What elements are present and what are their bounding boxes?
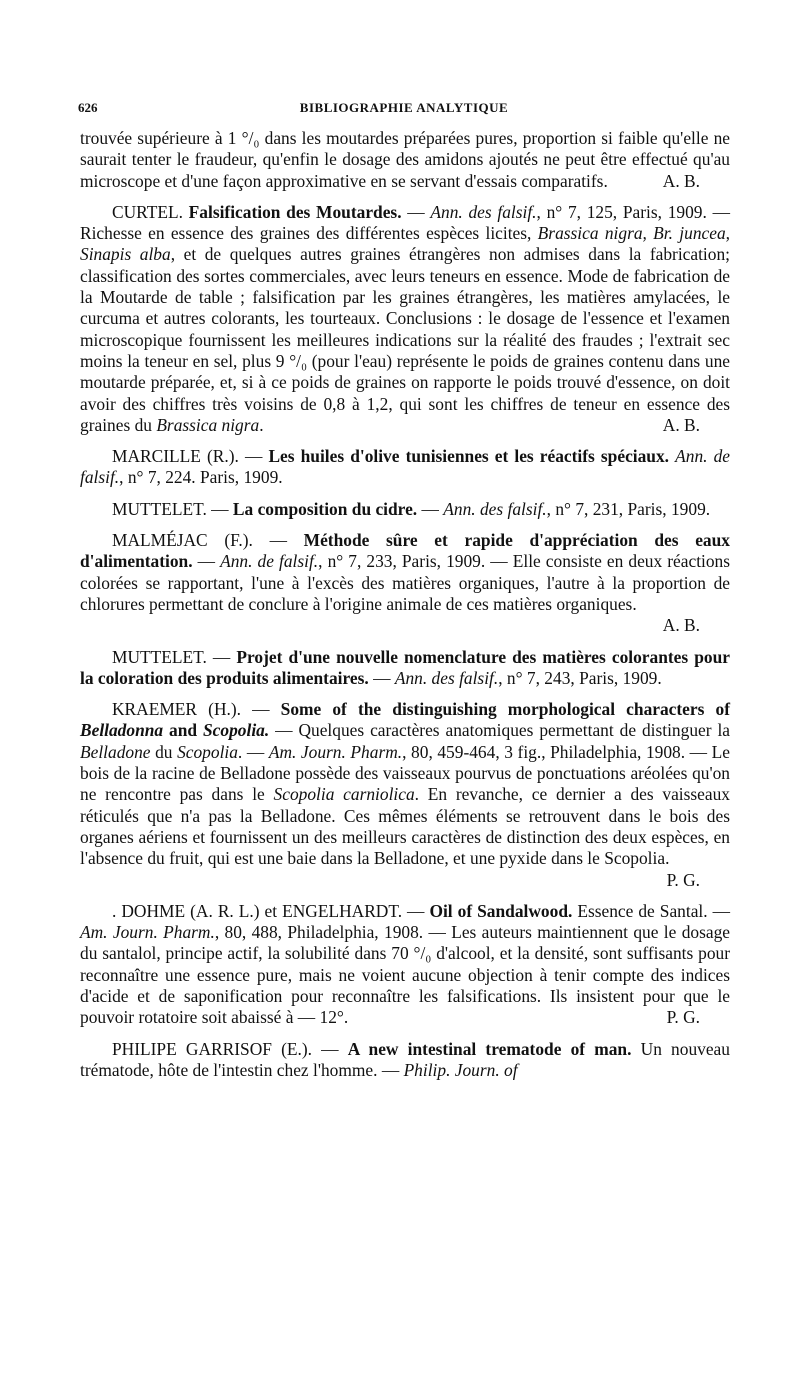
entry-author: MUTTELET. — [112, 646, 207, 667]
page-number: 626 — [78, 100, 98, 115]
entry-journal: Ann. des falsif. — [443, 498, 547, 519]
entry-journal: Am. Journ. Pharm. — [80, 922, 215, 943]
entry-citation: , 80, 459-464, 3 fig., Philadelphia, 1908. — [402, 741, 686, 762]
separator: — — [238, 446, 269, 467]
entry-dohme — [80, 901, 730, 1029]
entry-title: Oil of Sandalwood. — [429, 900, 573, 921]
entry-title-species: Belladonna — [80, 720, 164, 741]
entry-citation: , n° 7, 231, Paris, 1909. — [546, 498, 711, 519]
entry-title: Falsification des Moutardes. — [188, 201, 402, 222]
continuation-entry — [80, 128, 730, 192]
separator: — — [401, 201, 431, 222]
signature: A. B. — [662, 615, 700, 636]
separator: — — [206, 646, 237, 667]
entry-title: and — [163, 720, 204, 741]
entry-body: . — [259, 414, 264, 435]
entry-body: — Elle consiste en deux réactions colorées se rapportant, l'une à l'excès des matières organiques, l'autre à la proportion de chlorures permettant de conclure à l'origine animale de ces matières organiques. — [80, 551, 731, 614]
separator: — — [192, 551, 221, 572]
signature: A. B. — [662, 170, 700, 191]
separator: — — [252, 530, 304, 551]
entry-body: . — — [237, 741, 269, 762]
separator: — — [241, 699, 281, 720]
entry-body: , et de quelques autres graines étrangères non admises dans la fabrication; classification des sortes commerciales, avec leurs teneurs en essence. Mode de fabrication de la Moutarde de table ; falsification par les graines étrangères, les matières amylacées, le curcuma et autres colorants, les tourteaux. Conclusions : le dosage de l'essence et l'examen microscopique fournissent les meilleures indications sur la réalité des fraudes ; l'extrait sec moins la teneur en sel, plus 9 °/₀ (pour l'eau) représente le poids de graines contenu dans une moutarde préparée, et, si à ce poids de graines on rapporte le poids trouvé d'essence, on doit avoir des chiffres très voisins de 0,8 à 1,2, qui sont les chiffres de teneur en essence des graines du — [80, 244, 730, 435]
entry-body: Un nouveau trématode, hôte de l'intestin chez l'homme. — — [80, 1038, 730, 1080]
entry-citation: , n° 7, 233, Paris, 1909. — [318, 551, 486, 572]
entry-body: — Le bois de la racine de Belladone possède des vaisseaux pourvus de ponctuations aréolées qu'on ne rencontre pas dans le — [80, 741, 730, 805]
entry-body: Essence de Santal. — — [572, 900, 730, 921]
entry-journal: Ann. de falsif. — [80, 446, 730, 488]
species-names: Brassica nigra, Br. juncea, Sinapis alba — [80, 223, 730, 265]
page-body — [80, 128, 730, 1091]
entry-muttelet-cidre — [80, 499, 730, 520]
entry-journal: Am. Journ. Pharm. — [268, 741, 403, 762]
entry-citation: , n° 7, 224. Paris, 1909. — [119, 467, 283, 488]
species-name: Scopolia — [177, 741, 238, 762]
entry-title: Projet d'une nouvelle nomenclature des matières colorantes pour la coloration des produits alimentaires. — [80, 646, 730, 688]
entry-prefix: . — [112, 900, 122, 921]
entry-kraemer — [80, 699, 730, 891]
signature: A. B. — [662, 414, 700, 435]
species-name: Scopolia carniolica — [273, 784, 415, 805]
entry-body: — Richesse en essence des graines des différentes espèces licites, — [80, 201, 730, 244]
entry-title: Some of the distinguishing morphological characters of — [280, 699, 731, 720]
entry-author: CURTEL. — [112, 201, 183, 222]
entry-journal: Ann. de falsif. — [220, 551, 319, 572]
entry-marcille — [80, 446, 730, 489]
separator: — — [312, 1038, 348, 1059]
separator: — — [368, 667, 395, 688]
entry-body: — Quelques caractères anatomiques permettant de distinguer la — [269, 720, 731, 741]
entry-citation: , 80, 488, Philadelphia, 1908. — [214, 922, 424, 943]
entry-author: MUTTELET. — [112, 498, 207, 519]
entry-journal: Ann. des falsif. — [394, 667, 499, 688]
entry-curtel — [80, 202, 730, 436]
entry-author: DOHME (A. R. L.) et ENGELHARDT. — [121, 900, 403, 921]
entry-malmejac — [80, 530, 730, 636]
entry-title-species: Scopolia. — [203, 720, 270, 741]
entry-title: Les huiles d'olive tunisiennes et les réactifs spéciaux. — [268, 446, 670, 467]
entry-title: Méthode sûre et rapide d'appréciation des eaux d'alimentation. — [80, 530, 730, 572]
entry-title: A new intestinal trematode of man. — [347, 1038, 632, 1059]
running-title: BIBLIOGRAPHIE ANALYTIQUE — [299, 100, 509, 115]
signature: P. G. — [666, 869, 700, 890]
entry-citation: , n° 7, 243, Paris, 1909. — [498, 667, 662, 688]
signature: P. G. — [666, 1007, 700, 1028]
entry-title: La composition du cidre. — [232, 498, 418, 519]
entry-journal: Philip. Journ. of — [403, 1059, 518, 1080]
entry-garrison — [80, 1039, 730, 1082]
species-name: Brassica nigra — [156, 414, 260, 435]
entry-muttelet-nomenclature — [80, 647, 730, 690]
entry-text: trouvée supérieure à 1 °/₀ dans les moutardes préparées pures, proportion si faible qu'elle ne saurait tenter le fraudeur, qu'enfin le dosage des amidons ajoutés ne peut être effectué qu'au microscope et d'une façon approximative en se servant d'essais comparatifs. — [80, 128, 730, 191]
separator: — — [402, 900, 430, 921]
entry-author: MALMÉJAC (F.). — [112, 530, 253, 551]
entry-author: PHILIPE GARRISOF (E.). — [112, 1038, 312, 1059]
entry-body: . En revanche, ce dernier a des vaisseaux réticulés que n'a pas la Belladone. Ces mêmes éléments se retrouvent dans le bois des organes aériens et fournissent un des meilleurs caractères de distinction des deux espèces, en l'absence du fruit, qui est une baie dans la Belladone, et une pyxide dans le Scopolia. — [80, 784, 730, 869]
separator: — — [417, 498, 444, 519]
species-name: Belladone — [80, 741, 151, 762]
separator: — — [206, 498, 233, 519]
entry-body: du — [150, 741, 178, 762]
entry-author: KRAEMER (H.). — [112, 699, 241, 720]
running-head — [78, 100, 730, 120]
entry-body: — Les auteurs maintiennent que le dosage du santalol, principe actif, la solubilité dans 70 °/₀ d'alcool, et la densité, sont suffisants pour reconnaître une essence pure, mais ne voient aucune objection à tenir compte des indices d'acide et de saponification pour reconnaître les falsifications. Ils insistent pour que le pouvoir rotatoire soit abaissé à — 12°. — [80, 922, 730, 1028]
entry-journal: Ann. des falsif. — [430, 201, 537, 222]
entry-citation: , n° 7, 125, Paris, 1909. — [536, 201, 707, 222]
entry-author: MARCILLE (R.). — [112, 446, 239, 467]
